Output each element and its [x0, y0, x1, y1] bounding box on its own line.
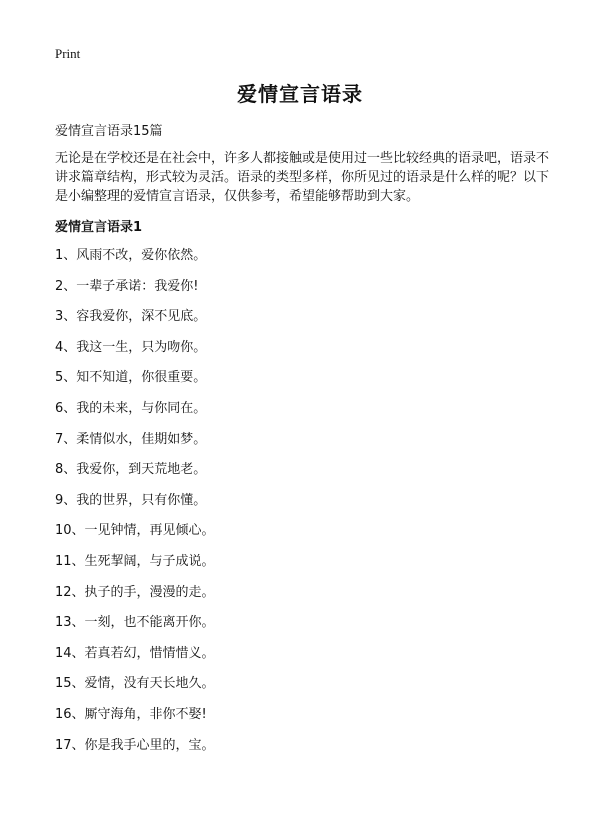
quote-item: 13、一刻，也不能离开你。	[55, 615, 215, 631]
quote-item: 17、你是我手心里的，宝。	[55, 737, 215, 753]
quote-item: 10、一见钟情，再见倾心。	[55, 523, 215, 539]
quote-item: 9、我的世界，只有你懂。	[55, 492, 207, 508]
quote-item: 5、知不知道，你很重要。	[55, 370, 207, 386]
quote-item: 7、柔情似水，佳期如梦。	[55, 431, 207, 447]
intro-paragraph: 无论是在学校还是在社会中，许多人都接触或是使用过一些比较经典的语录吧，语录不讲求篇章结构，形式较为灵活。语录的类型多样，你所见过的语录是什么样的呢？以下是小编整理的爱情宣言语录，仅供参考，希望能够帮助到大家。	[55, 151, 550, 204]
page-title: 爱情宣言语录	[237, 82, 363, 106]
quote-item: 1、风雨不改，爱你依然。	[55, 248, 207, 263]
quote-item: 8、我爱你，到天荒地老。	[55, 462, 207, 478]
section-heading: 爱情宣言语录1	[55, 220, 143, 235]
quote-item: 11、生死挈阔，与子成说。	[55, 553, 215, 569]
print-link[interactable]: Print	[55, 46, 81, 61]
quote-item: 6、我的未来，与你同在。	[55, 400, 207, 416]
quote-list	[55, 247, 215, 767]
quote-item: 12、执子的手，漫漫的走。	[55, 584, 215, 600]
quote-item: 15、爱情，没有天长地久。	[55, 676, 215, 692]
quote-item: 2、一辈子承诺：我爱你!	[55, 278, 199, 294]
quote-item: 3、容我爱你，深不见底。	[55, 309, 207, 325]
page-subtitle: 爱情宣言语录15篇	[55, 124, 163, 139]
quote-item: 14、若真若幻，惜情惜义。	[55, 645, 215, 661]
quote-item: 16、厮守海角，非你不娶!	[55, 706, 207, 722]
quote-item: 4、我这一生，只为吻你。	[55, 339, 207, 355]
